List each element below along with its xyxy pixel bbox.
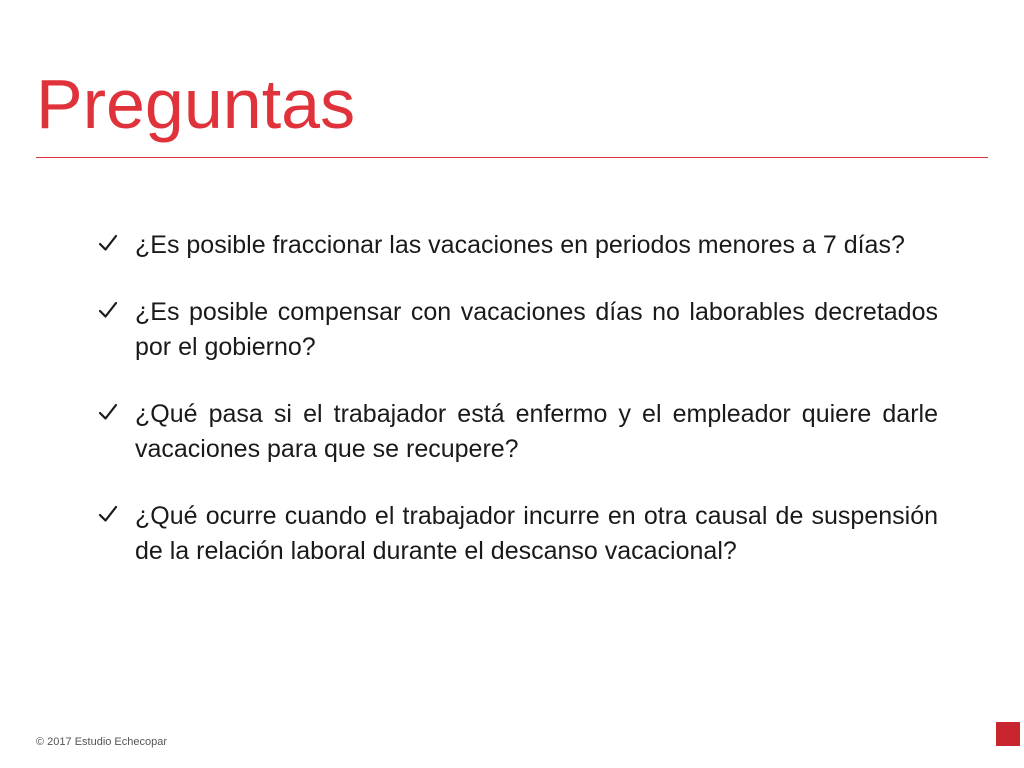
question-text: ¿Qué ocurre cuando el trabajador incurre en otra causal de suspensión de la relación laboral durante el descanso vacacional?	[135, 502, 938, 565]
checkmark-icon	[98, 233, 118, 253]
checkmark-icon	[98, 504, 118, 524]
question-text: ¿Qué pasa si el trabajador está enfermo y el empleador quiere darle vacaciones para que se recupere?	[135, 400, 938, 463]
list-item	[98, 295, 938, 365]
list-item	[98, 228, 938, 263]
checkmark-icon	[98, 300, 118, 320]
question-text: ¿Es posible compensar con vacaciones días no laborables decretados por el gobierno?	[135, 298, 938, 361]
question-list	[98, 228, 938, 569]
list-item	[98, 397, 938, 467]
list-item	[98, 499, 938, 569]
question-text: ¿Es posible fraccionar las vacaciones en periodos menores a 7 días?	[135, 231, 905, 259]
copyright-footer: © 2017 Estudio Echecopar	[36, 736, 168, 748]
title-divider	[36, 157, 988, 158]
corner-accent-block	[996, 722, 1020, 746]
slide-title: Preguntas	[36, 65, 356, 143]
checkmark-icon	[98, 402, 118, 422]
